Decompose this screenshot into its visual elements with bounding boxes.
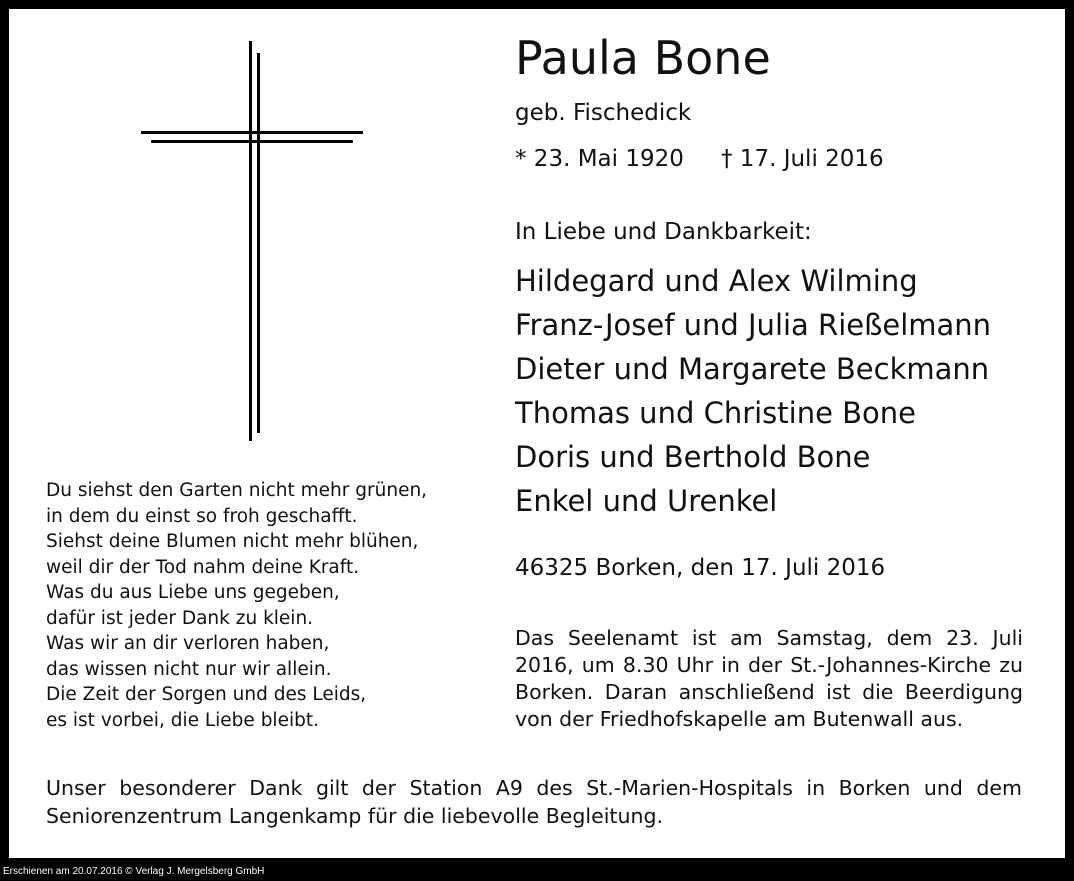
poem-line: es ist vorbei, die Liebe bleibt. — [46, 709, 319, 731]
publication-credit: Erschienen am 20.07.2016 © Verlag J. Mergelsberg GmbH — [3, 866, 265, 877]
place-date: 46325 Borken, den 17. Juli 2016 — [515, 555, 886, 581]
maiden-name: geb. Fischedick — [515, 100, 692, 126]
poem-line: weil dir der Tod nahm deine Kraft. — [46, 556, 360, 578]
poem-line: dafür ist jeder Dank zu klein. — [46, 607, 314, 629]
poem-line: Siehst deine Blumen nicht mehr blühen, — [46, 531, 419, 552]
mourner-item: Hildegard und Alex Wilming — [515, 264, 918, 298]
mourner-item: Thomas und Christine Bone — [515, 396, 917, 430]
poem-line: Was du aus Liebe uns gegeben, — [46, 582, 340, 603]
poem-line: das wissen nicht nur wir allein. — [46, 658, 332, 680]
poem-line: Du siehst den Garten nicht mehr grünen, — [46, 480, 428, 501]
mourner-item: Doris und Berthold Bone — [515, 440, 871, 474]
mourner-item: Dieter und Margarete Beckmann — [515, 352, 990, 386]
poem-line: Was wir an dir verloren haben, — [46, 633, 330, 654]
acknowledgement: Unser besonderer Dank gilt der Station A9 des St.-Marien-Hospitals in Borken und dem Seniorenzentrum Langenkamp für die liebevolle Begleitung. — [46, 776, 1022, 828]
cross-icon — [141, 41, 363, 441]
deceased-name: Paula Bone — [515, 31, 771, 85]
poem — [46, 478, 427, 733]
mourner-item: Franz-Josef und Julia Rießelmann — [515, 308, 992, 342]
obituary-notice — [9, 9, 1065, 858]
poem-line: Die Zeit der Sorgen und des Leids, — [46, 684, 367, 705]
dedication-heading: In Liebe und Dankbarkeit: — [515, 219, 812, 245]
mourners-list — [515, 259, 991, 523]
death-date: † 17. Juli 2016 — [721, 146, 884, 172]
poem-line: in dem du einst so froh geschafft. — [46, 505, 358, 527]
mourner-item: Enkel und Urenkel — [515, 484, 778, 518]
service-info: Das Seelenamt ist am Samstag, dem 23. Juli 2016, um 8.30 Uhr in der St.-Johannes-Kirche zu Borken. Daran anschließend ist die Beerdigung von der Friedhofskapelle am Butenwall aus. — [515, 626, 1023, 731]
birth-date: * 23. Mai 1920 — [515, 146, 684, 172]
